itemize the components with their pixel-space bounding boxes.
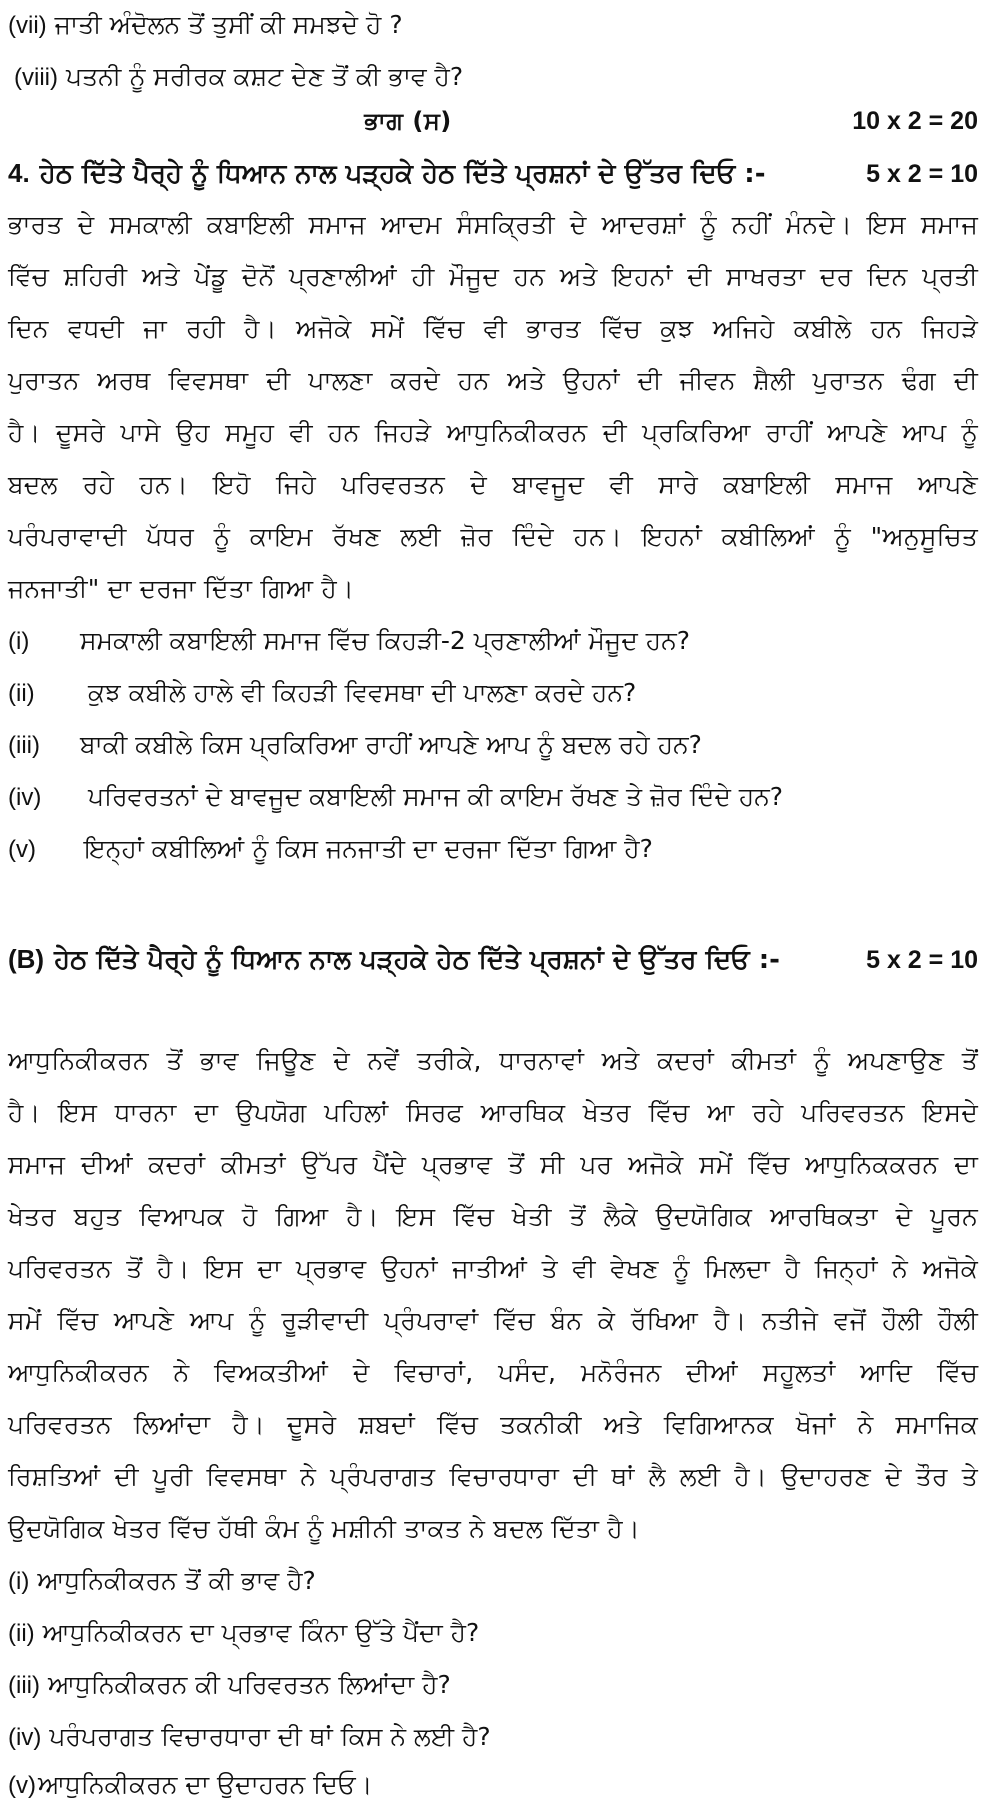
question-4-number: 4.	[8, 158, 30, 188]
question-number: (ii)	[8, 680, 35, 707]
paragraph-line: ਵਿੱਚ ਸ਼ਹਿਰੀ ਅਤੇ ਪੇਂਡੂ ਦੋਨੋਂ ਪ੍ਰਣਾਲੀਆਂ ਹੀ ਮੌਜੂਦ ਹਨ ਅਤੇ ਇਹਨਾਂ ਦੀ ਸਾਖਰਤਾ ਦਰ ਦਿਨ ਪ੍ਰਤੀ	[8, 262, 978, 291]
paragraph-line: ਸਮੇਂ ਵਿੱਚ ਆਪਣੇ ਆਪ ਨੂੰ ਰੂੜੀਵਾਦੀ ਪ੍ਰੰਪਰਾਵਾਂ ਵਿੱਚ ਬੰਨ ਕੇ ਰੱਖਿਆ ਹੈ। ਨਤੀਜੇ ਵਜੋਂ ਹੌਲੀ ਹੌਲੀ	[8, 1306, 978, 1335]
question-number: (iv)	[8, 1724, 42, 1751]
question-vii	[8, 10, 978, 41]
paragraph-line: ਉਦਯੋਗਿਕ ਖੇਤਰ ਵਿੱਚ ਹੱਥੀ ਕੰਮ ਨੂੰ ਮਸ਼ੀਨੀ ਤਾਕਤ ਨੇ ਬਦਲ ਦਿੱਤਾ ਹੈ।	[8, 1514, 640, 1543]
question-number: (ii)	[8, 1620, 35, 1647]
question-number: (iii)	[8, 1672, 40, 1699]
question-b-iv	[8, 1722, 978, 1753]
question-text: ਆਧੁਨਿਕੀਕਰਨ ਦਾ ਪ੍ਰਭਾਵ ਕਿੰਨਾ ਉੱਤੇ ਪੈਂਦਾ ਹੈ?	[42, 1618, 480, 1647]
question-text: ਬਾਕੀ ਕਬੀਲੇ ਕਿਸ ਪ੍ਰਕਿਰਿਆ ਰਾਹੀਂ ਆਪਣੇ ਆਪ ਨੂੰ ਬਦਲ ਰਹੇ ਹਨ?	[80, 730, 702, 759]
question-4-iii	[8, 730, 978, 761]
question-text: ਆਧੁਨਿਕੀਕਰਨ ਦਾ ਉਦਾਹਰਨ ਦਿਓ।	[37, 1770, 373, 1799]
question-viii	[14, 62, 978, 93]
paragraph-line: ਦਿਨ ਵਧਦੀ ਜਾ ਰਹੀ ਹੈ। ਅਜੋਕੇ ਸਮੇਂ ਵਿੱਚ ਵੀ ਭਾਰਤ ਵਿੱਚ ਕੁਝ ਅਜਿਹੇ ਕਬੀਲੇ ਹਨ ਜਿਹੜੇ	[8, 314, 978, 343]
question-number: (i)	[8, 628, 30, 655]
question-4-v	[8, 834, 978, 865]
question-b-ii	[8, 1618, 978, 1649]
paragraph-line: ਪੁਰਾਤਨ ਅਰਥ ਵਿਵਸਥਾ ਦੀ ਪਾਲਣਾ ਕਰਦੇ ਹਨ ਅਤੇ ਉਹਨਾਂ ਦੀ ਜੀਵਨ ਸ਼ੈਲੀ ਪੁਰਾਤਨ ਢੰਗ ਦੀ	[8, 366, 978, 395]
question-4-heading	[8, 158, 978, 189]
question-4-i	[8, 626, 978, 657]
question-b-iii	[8, 1670, 978, 1701]
question-4-instruction: ਹੇਠ ਦਿੱਤੇ ਪੈਰ੍ਹੇ ਨੂੰ ਧਿਆਨ ਨਾਲ ਪੜ੍ਹਕੇ ਹੇਠ ਦਿੱਤੇ ਪ੍ਰਸ਼ਨਾਂ ਦੇ ਉੱਤਰ ਦਿਓ :-	[39, 159, 766, 189]
question-b-heading	[8, 944, 978, 975]
paragraph-line: ਆਧੁਨਿਕੀਕਰਨ ਤੋਂ ਭਾਵ ਜਿਊਣ ਦੇ ਨਵੇਂ ਤਰੀਕੇ, ਧਾਰਨਾਵਾਂ ਅਤੇ ਕਦਰਾਂ ਕੀਮਤਾਂ ਨੂੰ ਅਪਣਾਉਣ ਤੋਂ	[8, 1046, 978, 1075]
paragraph-line: ਜਨਜਾਤੀ" ਦਾ ਦਰਜਾ ਦਿੱਤਾ ਗਿਆ ਹੈ।	[8, 574, 355, 603]
section-title: ਭਾਗ (ਸ)	[364, 107, 452, 135]
question-b-instruction: ਹੇਠ ਦਿੱਤੇ ਪੈਰ੍ਹੇ ਨੂੰ ਧਿਆਨ ਨਾਲ ਪੜ੍ਹਕੇ ਹੇਠ ਦਿੱਤੇ ਪ੍ਰਸ਼ਨਾਂ ਦੇ ਉੱਤਰ ਦਿਓ :-	[54, 945, 780, 975]
question-text: ਪਰੰਪਰਾਗਤ ਵਿਚਾਰਧਾਰਾ ਦੀ ਥਾਂ ਕਿਸ ਨੇ ਲਈ ਹੈ?	[49, 1722, 491, 1751]
question-text: ਇਨ੍ਹਾਂ ਕਬੀਲਿਆਂ ਨੂੰ ਕਿਸ ਜਨਜਾਤੀ ਦਾ ਦਰਜਾ ਦਿੱਤਾ ਗਿਆ ਹੈ?	[84, 834, 653, 863]
question-text: ਜਾਤੀ ਅੰਦੋਲਨ ਤੋਂ ਤੁਸੀਂ ਕੀ ਸਮਝਦੇ ਹੋ ?	[54, 10, 403, 39]
question-text: ਸਮਕਾਲੀ ਕਬਾਇਲੀ ਸਮਾਜ ਵਿੱਚ ਕਿਹੜੀ-2 ਪ੍ਰਣਾਲੀਆਂ ਮੌਜੂਦ ਹਨ?	[80, 626, 690, 655]
paragraph-line: ਪਰਿਵਰਤਨ ਤੋਂ ਹੈ। ਇਸ ਦਾ ਪ੍ਰਭਾਵ ਉਹਨਾਂ ਜਾਤੀਆਂ ਤੇ ਵੀ ਵੇਖਣ ਨੂੰ ਮਿਲਦਾ ਹੈ ਜਿਨ੍ਹਾਂ ਨੇ ਅਜੋਕੇ	[8, 1254, 978, 1283]
question-text: ਆਧੁਨਿਕੀਕਰਨ ਕੀ ਪਰਿਵਰਤਨ ਲਿਆਂਦਾ ਹੈ?	[47, 1670, 451, 1699]
question-4-ii	[8, 678, 978, 709]
paragraph-line: ਪਰਿਵਰਤਨ ਲਿਆਂਦਾ ਹੈ। ਦੂਸਰੇ ਸ਼ਬਦਾਂ ਵਿੱਚ ਤਕਨੀਕੀ ਅਤੇ ਵਿਗਿਆਨਕ ਖੋਜਾਂ ਨੇ ਸਮਾਜਿਕ	[8, 1410, 978, 1439]
question-b-i	[8, 1566, 978, 1597]
question-b-label: (B)	[8, 944, 45, 974]
question-text: ਆਧੁਨਿਕੀਕਰਨ ਤੋਂ ਕੀ ਭਾਵ ਹੈ?	[37, 1566, 316, 1595]
paragraph-line: ਸਮਾਜ ਦੀਆਂ ਕਦਰਾਂ ਕੀਮਤਾਂ ਉੱਪਰ ਪੈਂਦੇ ਪ੍ਰਭਾਵ ਤੋਂ ਸੀ ਪਰ ਅਜੋਕੇ ਸਮੇਂ ਵਿੱਚ ਆਧੁਨਿਕਕਰਨ ਦਾ	[8, 1150, 978, 1179]
question-number: (v)	[8, 1772, 36, 1799]
paragraph-line: ਆਧੁਨਿਕੀਕਰਨ ਨੇ ਵਿਅਕਤੀਆਂ ਦੇ ਵਿਚਾਰਾਂ, ਪਸੰਦ, ਮਨੋਰੰਜਨ ਦੀਆਂ ਸਹੂਲਤਾਂ ਆਦਿ ਵਿੱਚ	[8, 1358, 978, 1387]
section-marks: 10 x 2 = 20	[852, 107, 978, 135]
question-number: (v)	[8, 836, 36, 863]
question-text: ਕੁਝ ਕਬੀਲੇ ਹਾਲੇ ਵੀ ਕਿਹੜੀ ਵਿਵਸਥਾ ਦੀ ਪਾਲਣਾ ਕਰਦੇ ਹਨ?	[88, 678, 637, 707]
paragraph-line: ਭਾਰਤ ਦੇ ਸਮਕਾਲੀ ਕਬਾਇਲੀ ਸਮਾਜ ਆਦਮ ਸੰਸਕ੍ਰਿਤੀ ਦੇ ਆਦਰਸ਼ਾਂ ਨੂੰ ਨਹੀਂ ਮੰਨਦੇ। ਇਸ ਸਮਾਜ	[8, 210, 978, 239]
paragraph-line: ਹੈ। ਦੂਸਰੇ ਪਾਸੇ ਉਹ ਸਮੂਹ ਵੀ ਹਨ ਜਿਹੜੇ ਆਧੁਨਿਕੀਕਰਨ ਦੀ ਪ੍ਰਕਿਰਿਆ ਰਾਹੀਂ ਆਪਣੇ ਆਪ ਨੂੰ	[8, 418, 978, 447]
question-number: (i)	[8, 1568, 30, 1595]
paragraph-line: ਖੇਤਰ ਬਹੁਤ ਵਿਆਪਕ ਹੋ ਗਿਆ ਹੈ। ਇਸ ਵਿੱਚ ਖੇਤੀ ਤੋਂ ਲੈਕੇ ਉਦਯੋਗਿਕ ਆਰਥਿਕਤਾ ਦੇ ਪੂਰਨ	[8, 1202, 978, 1231]
paragraph-line: ਬਦਲ ਰਹੇ ਹਨ। ਇਹੋ ਜਿਹੇ ਪਰਿਵਰਤਨ ਦੇ ਬਾਵਜੂਦ ਵੀ ਸਾਰੇ ਕਬਾਇਲੀ ਸਮਾਜ ਆਪਣੇ	[8, 470, 978, 499]
question-text: ਪਤਨੀ ਨੂੰ ਸਰੀਰਕ ਕਸ਼ਟ ਦੇਣ ਤੋਂ ਕੀ ਭਾਵ ਹੈ?	[65, 62, 464, 91]
question-b-v	[8, 1770, 978, 1801]
question-number: (vii)	[8, 12, 47, 39]
question-text: ਪਰਿਵਰਤਨਾਂ ਦੇ ਬਾਵਜੂਦ ਕਬਾਇਲੀ ਸਮਾਜ ਕੀ ਕਾਇਮ ਰੱਖਣ ਤੇ ਜ਼ੋਰ ਦਿੰਦੇ ਹਨ?	[88, 782, 784, 811]
question-b-marks: 5 x 2 = 10	[866, 946, 978, 974]
paragraph-line: ਰਿਸ਼ਤਿਆਂ ਦੀ ਪੂਰੀ ਵਿਵਸਥਾ ਨੇ ਪ੍ਰੰਪਰਾਗਤ ਵਿਚਾਰਧਾਰਾ ਦੀ ਥਾਂ ਲੈ ਲਈ ਹੈ। ਉਦਾਹਰਣ ਦੇ ਤੌਰ ਤੇ	[8, 1462, 978, 1491]
question-4-iv	[8, 782, 978, 813]
question-4-marks: 5 x 2 = 10	[866, 160, 978, 188]
paragraph-line: ਹੈ। ਇਸ ਧਾਰਨਾ ਦਾ ਉਪਯੋਗ ਪਹਿਲਾਂ ਸਿਰਫ ਆਰਥਿਕ ਖੇਤਰ ਵਿੱਚ ਆ ਰਹੇ ਪਰਿਵਰਤਨ ਇਸਦੇ	[8, 1098, 978, 1127]
paragraph-line: ਪਰੰਪਰਾਵਾਦੀ ਪੱਧਰ ਨੂੰ ਕਾਇਮ ਰੱਖਣ ਲਈ ਜ਼ੋਰ ਦਿੰਦੇ ਹਨ। ਇਹਨਾਂ ਕਬੀਲਿਆਂ ਨੂੰ "ਅਨੁਸੂਚਿਤ	[8, 522, 978, 551]
question-number: (iv)	[8, 784, 42, 811]
question-number: (viii)	[14, 64, 58, 91]
question-number: (iii)	[8, 732, 40, 759]
